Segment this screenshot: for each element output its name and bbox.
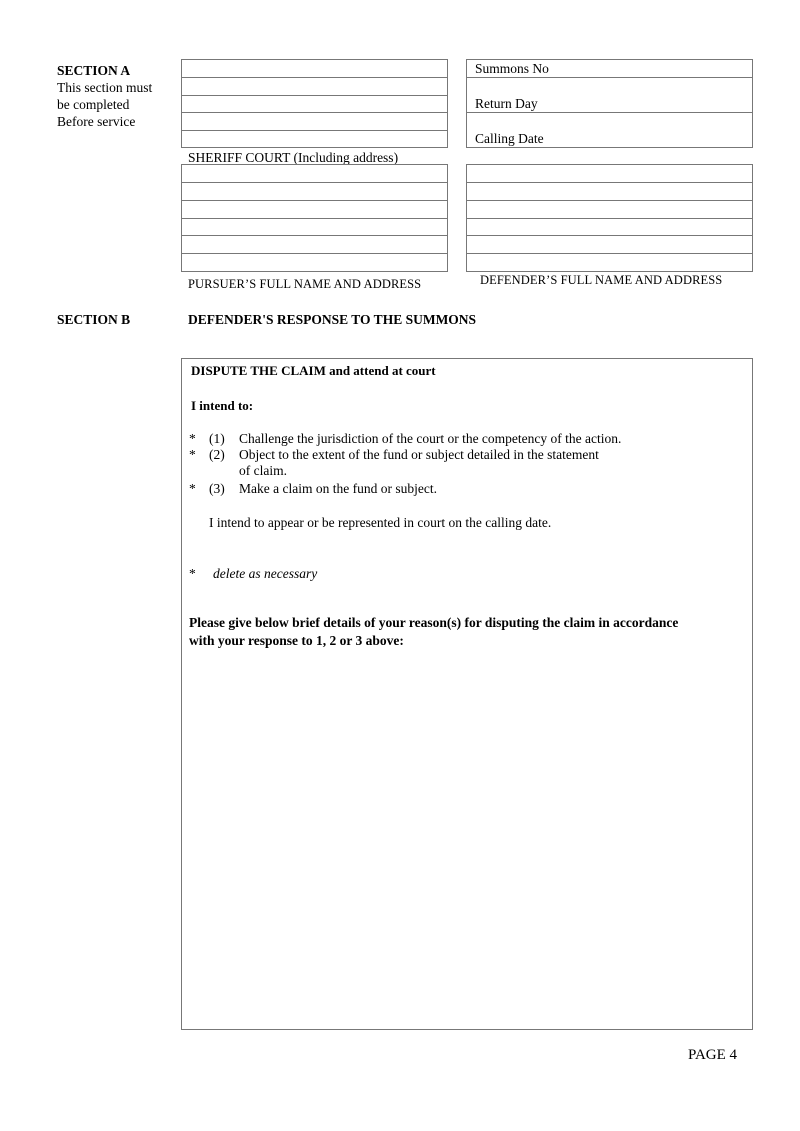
section-b-heading: SECTION B [57, 312, 131, 327]
field-line [467, 77, 752, 78]
field-line [182, 95, 447, 96]
summons-info-box [466, 59, 753, 148]
option-2-number: (2) [209, 447, 225, 462]
field-line [182, 77, 447, 78]
sheriff-court-field[interactable] [181, 59, 448, 148]
section-b-title: DEFENDER'S RESPONSE TO THE SUMMONS [188, 312, 477, 327]
intend-label: I intend to: [191, 398, 254, 413]
field-line [182, 112, 447, 113]
option-1-number: (1) [209, 431, 225, 446]
summons-no-label: Summons No [475, 61, 549, 76]
field-line [467, 218, 752, 219]
field-line [182, 218, 447, 219]
field-line [467, 200, 752, 201]
page-number: PAGE 4 [688, 1047, 738, 1063]
appear-statement: I intend to appear or be represented in court on the calling date. [209, 515, 552, 530]
return-day-label: Return Day [475, 96, 538, 111]
field-line [467, 182, 752, 183]
defender-label: DEFENDER’S FULL NAME AND ADDRESS [480, 273, 723, 287]
pursuer-address-field[interactable] [181, 164, 448, 272]
field-line [467, 112, 752, 113]
option-3[interactable] [189, 481, 729, 497]
reasons-input-area[interactable] [189, 657, 745, 1022]
reasons-prompt-line-1: Please give below brief details of your reason(s) for disputing the claim in accordance [189, 615, 679, 630]
section-a-note-line-3: Before service [57, 114, 136, 129]
option-2[interactable] [189, 447, 729, 479]
field-line [182, 130, 447, 131]
field-line [182, 235, 447, 236]
reasons-prompt-line-2: with your response to 1, 2 or 3 above: [189, 633, 404, 648]
response-box [181, 358, 753, 1030]
option-3-star: * [189, 481, 196, 496]
option-1[interactable] [189, 431, 729, 447]
field-line [467, 235, 752, 236]
delete-note-star: * [189, 566, 196, 581]
option-2-text-line-1: Object to the extent of the fund or subject detailed in the statement [239, 447, 599, 462]
section-a-note-line-2: be completed [57, 97, 130, 112]
section-a-heading: SECTION A [57, 63, 131, 78]
delete-note: delete as necessary [213, 566, 318, 581]
pursuer-label: PURSUER’S FULL NAME AND ADDRESS [188, 277, 422, 291]
defender-address-field[interactable] [466, 164, 753, 272]
option-2-star: * [189, 447, 196, 462]
option-2-text-line-2: of claim. [239, 463, 287, 478]
field-line [182, 200, 447, 201]
calling-date-label: Calling Date [475, 131, 544, 146]
option-1-star: * [189, 431, 196, 446]
field-line [182, 253, 447, 254]
option-3-text: Make a claim on the fund or subject. [239, 481, 437, 496]
section-a-note-line-1: This section must [57, 80, 153, 95]
option-1-text: Challenge the jurisdiction of the court or the competency of the action. [239, 431, 622, 446]
field-line [467, 253, 752, 254]
option-3-number: (3) [209, 481, 225, 496]
dispute-heading: DISPUTE THE CLAIM and attend at court [191, 363, 436, 378]
field-line [182, 182, 447, 183]
sheriff-court-label: SHERIFF COURT (Including address) [188, 150, 399, 165]
